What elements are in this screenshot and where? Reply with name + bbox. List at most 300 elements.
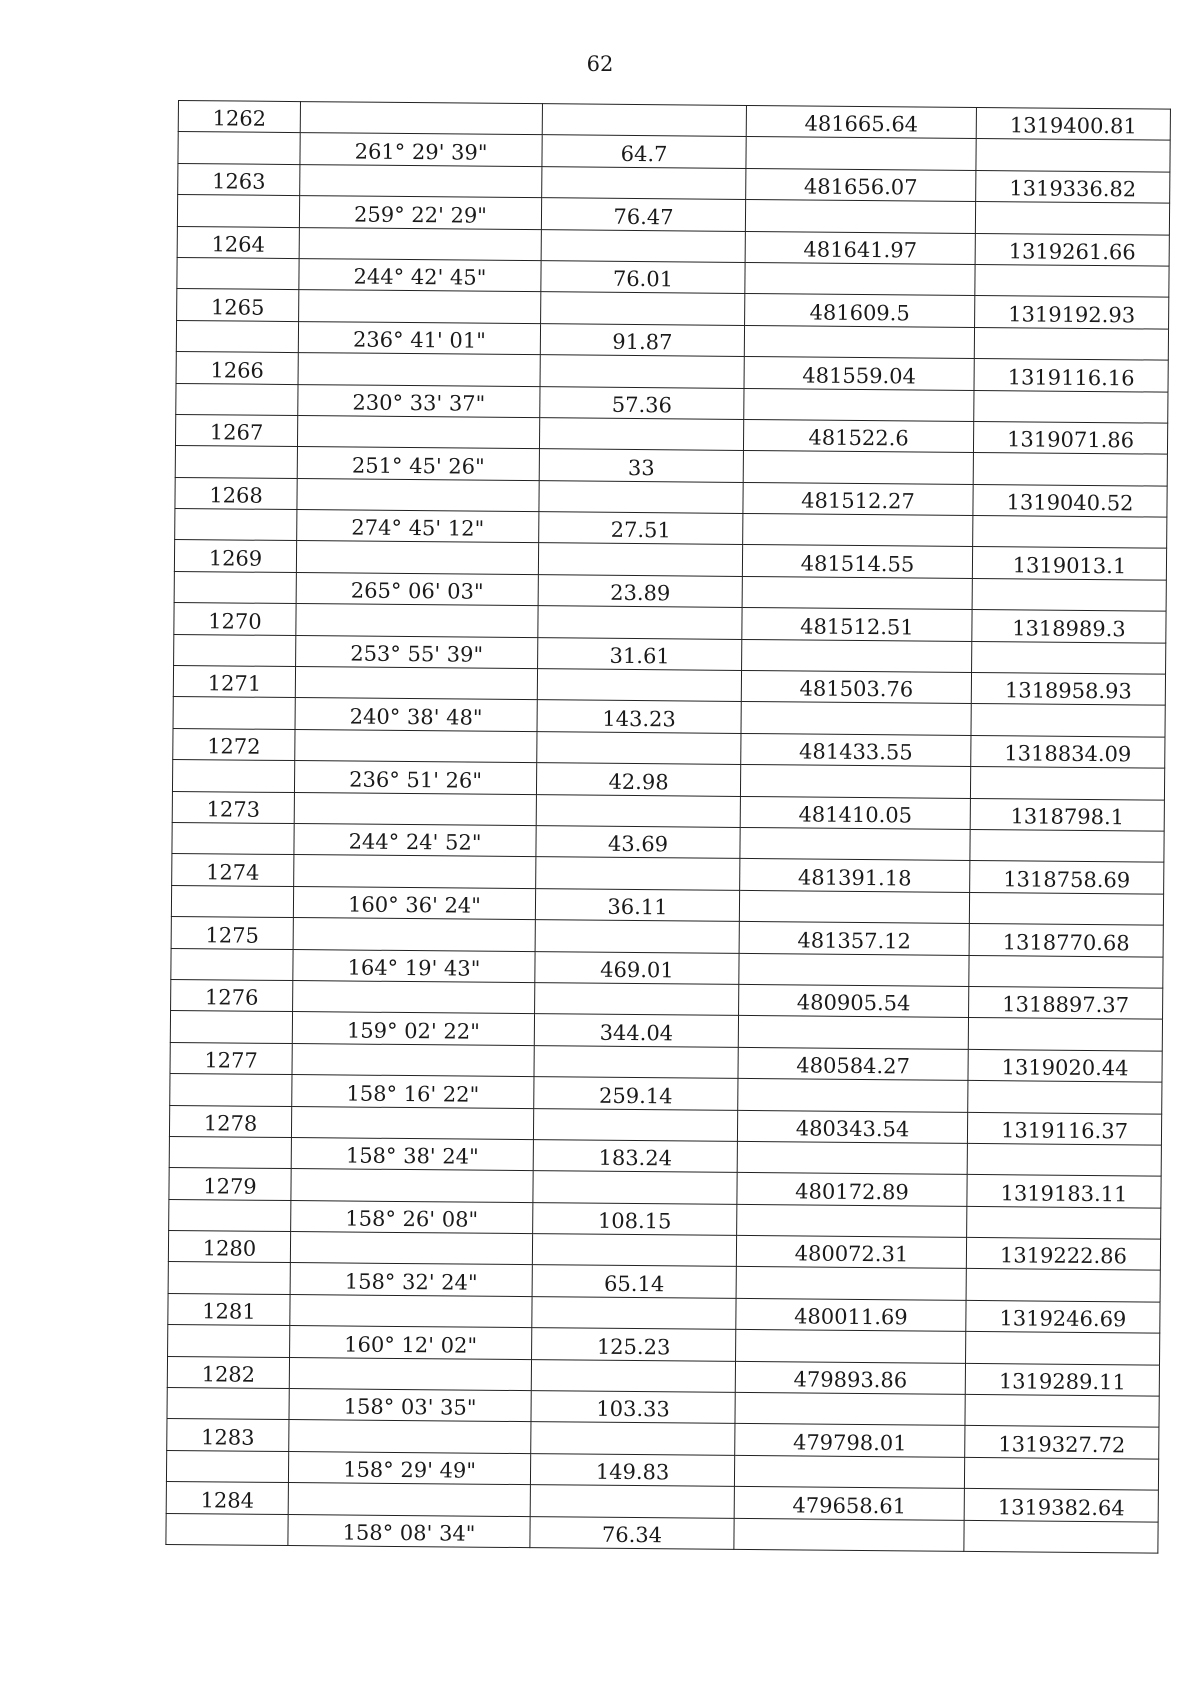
distance-cell bbox=[540, 386, 744, 419]
distance-cell bbox=[541, 198, 745, 231]
easting-cell bbox=[736, 1298, 966, 1331]
northing-cell-text: 1319183.11 bbox=[1000, 1180, 1128, 1206]
bearing-cell bbox=[296, 572, 538, 606]
northing-cell-text: 1319261.66 bbox=[1008, 239, 1136, 265]
bearing-cell-empty bbox=[291, 1106, 533, 1140]
point-number-cell-text: 1264 bbox=[211, 232, 266, 257]
easting-cell-text: 481391.18 bbox=[797, 865, 912, 891]
easting-cell-text: 481514.55 bbox=[800, 551, 915, 577]
point-cell-empty bbox=[174, 634, 296, 666]
northing-cell-empty bbox=[974, 327, 1168, 360]
northing-cell-text: 1319289.11 bbox=[998, 1369, 1126, 1395]
northing-cell-text: 1319336.82 bbox=[1009, 176, 1137, 202]
distance-cell-text: 125.23 bbox=[596, 1334, 671, 1359]
point-cell-empty bbox=[167, 1387, 289, 1419]
bearing-cell-empty bbox=[289, 1420, 531, 1454]
northing-cell-empty bbox=[964, 1520, 1158, 1553]
easting-cell-text: 479893.86 bbox=[793, 1367, 908, 1393]
easting-cell bbox=[735, 1361, 965, 1394]
easting-cell-empty bbox=[738, 1016, 968, 1049]
point-number-cell-text: 1273 bbox=[206, 797, 261, 822]
easting-cell bbox=[745, 294, 975, 327]
distance-cell-empty bbox=[538, 606, 742, 639]
distance-cell bbox=[539, 449, 743, 482]
bearing-cell-empty bbox=[299, 227, 541, 261]
bearing-cell bbox=[297, 447, 539, 481]
easting-cell-empty bbox=[742, 576, 972, 609]
northing-cell-text: 1318758.69 bbox=[1003, 866, 1131, 893]
easting-cell-empty bbox=[738, 1079, 968, 1112]
easting-cell bbox=[739, 984, 969, 1017]
point-number-cell-text: 1280 bbox=[202, 1236, 257, 1262]
bearing-cell bbox=[297, 510, 539, 544]
easting-cell-text: 481522.6 bbox=[808, 425, 909, 451]
distance-cell-text: 76.01 bbox=[612, 267, 674, 292]
distance-cell bbox=[541, 261, 745, 294]
point-cell-empty bbox=[174, 571, 296, 603]
northing-cell bbox=[964, 1489, 1158, 1522]
northing-cell-empty bbox=[975, 202, 1169, 235]
northing-cell bbox=[966, 1237, 1160, 1270]
bearing-cell bbox=[291, 1200, 533, 1234]
point-cell-empty bbox=[166, 1513, 288, 1545]
distance-cell-text: 64.7 bbox=[620, 141, 668, 167]
point-number-cell-text: 1272 bbox=[207, 734, 261, 759]
northing-cell-text: 1319382.64 bbox=[997, 1494, 1125, 1520]
distance-cell bbox=[532, 1328, 736, 1361]
distance-cell-text: 36.11 bbox=[607, 894, 668, 920]
distance-cell-empty bbox=[533, 1108, 737, 1141]
easting-cell bbox=[742, 608, 972, 641]
point-number-cell-text: 1269 bbox=[208, 546, 263, 571]
distance-cell-text: 57.36 bbox=[611, 392, 673, 418]
point-number-cell-text: 1265 bbox=[210, 295, 265, 320]
distance-cell-empty bbox=[541, 292, 745, 325]
easting-cell bbox=[739, 922, 969, 955]
point-number-cell bbox=[178, 101, 300, 133]
easting-cell bbox=[746, 168, 976, 201]
northing-cell-empty bbox=[974, 390, 1168, 423]
distance-cell bbox=[535, 951, 739, 984]
point-cell-empty bbox=[173, 697, 295, 729]
point-number-cell-text: 1268 bbox=[209, 483, 263, 508]
bearing-cell-text: 158° 32' 24" bbox=[344, 1269, 478, 1295]
bearing-cell-empty bbox=[294, 792, 536, 826]
easting-cell-text: 479798.01 bbox=[792, 1430, 907, 1456]
bearing-cell-empty bbox=[299, 290, 541, 324]
easting-cell-empty bbox=[739, 953, 969, 986]
coordinate-table-body bbox=[166, 101, 1171, 1554]
bearing-cell-empty bbox=[296, 604, 538, 638]
point-number-cell bbox=[176, 352, 298, 384]
distance-cell-empty bbox=[531, 1422, 735, 1455]
bearing-cell-empty bbox=[296, 541, 538, 575]
bearing-cell-empty bbox=[298, 353, 540, 387]
bearing-cell bbox=[299, 196, 541, 230]
bearing-cell bbox=[294, 761, 536, 795]
bearing-cell bbox=[298, 384, 540, 418]
northing-cell-text: 1319116.16 bbox=[1007, 364, 1135, 390]
northing-cell bbox=[975, 296, 1169, 329]
distance-cell-text: 42.98 bbox=[608, 769, 669, 794]
bearing-cell-empty bbox=[293, 980, 535, 1014]
northing-cell-empty bbox=[975, 264, 1169, 297]
easting-cell-empty bbox=[737, 1141, 967, 1174]
easting-cell-text: 481512.51 bbox=[800, 614, 914, 640]
easting-cell-empty bbox=[736, 1267, 966, 1300]
easting-cell-empty bbox=[734, 1455, 964, 1488]
bearing-cell-text: 236° 51' 26" bbox=[349, 767, 483, 793]
northing-cell bbox=[974, 359, 1168, 392]
point-number-cell-text: 1278 bbox=[203, 1111, 258, 1136]
bearing-cell-text: 158° 29' 49" bbox=[343, 1457, 477, 1483]
northing-cell bbox=[965, 1426, 1159, 1459]
northing-cell-text: 1318770.68 bbox=[1002, 929, 1130, 955]
bearing-cell-text: 240° 38' 48" bbox=[349, 704, 483, 730]
bearing-cell bbox=[290, 1326, 532, 1360]
northing-cell-text: 1319040.52 bbox=[1006, 490, 1134, 516]
easting-cell bbox=[745, 231, 975, 264]
northing-cell bbox=[972, 610, 1166, 643]
bearing-cell-empty bbox=[295, 667, 537, 701]
distance-cell-empty bbox=[532, 1296, 736, 1329]
distance-cell-text: 65.14 bbox=[604, 1271, 665, 1297]
distance-cell bbox=[536, 763, 740, 796]
easting-cell bbox=[735, 1424, 965, 1457]
distance-cell-empty bbox=[537, 669, 741, 702]
bearing-cell-empty bbox=[292, 1043, 534, 1077]
northing-cell-empty bbox=[966, 1269, 1160, 1302]
distance-cell bbox=[538, 575, 742, 608]
easting-cell-empty bbox=[737, 1204, 967, 1237]
point-number-cell-text: 1276 bbox=[204, 985, 259, 1011]
distance-cell bbox=[537, 700, 741, 733]
point-number-cell-text: 1271 bbox=[207, 671, 262, 697]
distance-cell-empty bbox=[541, 229, 745, 262]
northing-cell-text: 1319400.81 bbox=[1009, 113, 1137, 139]
bearing-cell bbox=[292, 1075, 534, 1109]
northing-cell-empty bbox=[973, 453, 1167, 486]
northing-cell-empty bbox=[972, 641, 1166, 674]
northing-cell bbox=[968, 1049, 1162, 1082]
bearing-cell-empty bbox=[290, 1294, 532, 1328]
easting-cell bbox=[741, 733, 971, 766]
northing-cell bbox=[969, 986, 1163, 1019]
bearing-cell-empty bbox=[288, 1483, 530, 1517]
bearing-cell-text: 158° 16' 22" bbox=[346, 1081, 480, 1107]
distance-cell-empty bbox=[539, 480, 743, 513]
bearing-cell bbox=[295, 698, 537, 732]
easting-cell-empty bbox=[735, 1392, 965, 1425]
point-number-cell-text: 1267 bbox=[209, 420, 264, 446]
point-cell-empty bbox=[177, 257, 299, 289]
distance-cell-empty bbox=[533, 1171, 737, 1204]
easting-cell-empty bbox=[743, 514, 973, 547]
distance-cell-text: 103.33 bbox=[596, 1397, 670, 1422]
distance-cell-text: 43.69 bbox=[607, 832, 669, 857]
northing-cell-empty bbox=[972, 578, 1166, 611]
distance-cell bbox=[535, 888, 739, 921]
distance-cell-empty bbox=[536, 857, 740, 890]
easting-cell-text: 481641.97 bbox=[803, 237, 918, 263]
point-number-cell-text: 1262 bbox=[212, 106, 267, 132]
northing-cell-text: 1318798.1 bbox=[1010, 804, 1125, 830]
bearing-cell-empty bbox=[297, 478, 539, 512]
distance-cell-empty bbox=[534, 1045, 738, 1078]
northing-cell-text: 1319192.93 bbox=[1008, 301, 1136, 328]
distance-cell bbox=[538, 637, 742, 670]
northing-cell-empty bbox=[970, 767, 1164, 800]
distance-cell-text: 183.24 bbox=[598, 1145, 673, 1171]
distance-cell-text: 149.83 bbox=[595, 1459, 670, 1485]
easting-cell-empty bbox=[740, 827, 970, 860]
easting-cell bbox=[744, 357, 974, 390]
point-cell-empty bbox=[176, 320, 298, 352]
bearing-cell bbox=[294, 824, 536, 858]
point-cell-empty bbox=[171, 948, 293, 980]
distance-cell-empty bbox=[542, 104, 746, 137]
distance-cell-empty bbox=[539, 418, 743, 451]
easting-cell-empty bbox=[741, 702, 971, 735]
northing-cell-text: 1319116.37 bbox=[1000, 1118, 1129, 1144]
bearing-cell-text: 160° 12' 02" bbox=[344, 1332, 478, 1358]
distance-cell-text: 108.15 bbox=[597, 1208, 672, 1234]
northing-cell-text: 1319246.69 bbox=[999, 1306, 1127, 1332]
easting-cell bbox=[738, 1047, 968, 1080]
bearing-cell bbox=[290, 1263, 532, 1297]
point-cell-empty bbox=[169, 1136, 291, 1168]
bearing-cell-text: 158° 26' 08" bbox=[345, 1206, 479, 1232]
point-number-cell bbox=[174, 603, 296, 635]
distance-cell-text: 344.04 bbox=[599, 1020, 674, 1046]
point-number-cell-text: 1270 bbox=[208, 608, 262, 634]
easting-cell bbox=[743, 482, 973, 515]
bearing-cell-empty bbox=[295, 729, 537, 763]
bearing-cell bbox=[293, 886, 535, 920]
northing-cell-empty bbox=[969, 955, 1163, 988]
northing-cell-text: 1319013.1 bbox=[1012, 553, 1127, 579]
bearing-cell-text: 244° 24' 52" bbox=[348, 829, 482, 856]
easting-cell bbox=[742, 545, 972, 578]
northing-cell-empty bbox=[967, 1143, 1161, 1176]
bearing-cell bbox=[289, 1389, 531, 1423]
point-number-cell-text: 1282 bbox=[201, 1362, 256, 1387]
northing-cell-text: 1319020.44 bbox=[1001, 1055, 1129, 1081]
northing-cell bbox=[969, 924, 1163, 957]
easting-cell-text: 481559.04 bbox=[802, 362, 917, 388]
distance-cell bbox=[542, 135, 746, 168]
bearing-cell bbox=[296, 635, 538, 669]
distance-cell-text: 91.87 bbox=[612, 329, 673, 355]
distance-cell-empty bbox=[532, 1234, 736, 1267]
northing-cell-text: 1318897.37 bbox=[1002, 992, 1130, 1018]
northing-cell bbox=[976, 170, 1170, 203]
coordinate-table-wrapper bbox=[165, 100, 1170, 1569]
point-number-cell bbox=[173, 728, 295, 760]
distance-cell-text: 31.61 bbox=[609, 643, 670, 669]
bearing-cell bbox=[288, 1514, 530, 1548]
bearing-cell bbox=[298, 321, 540, 355]
point-cell-empty bbox=[177, 195, 299, 227]
northing-cell-empty bbox=[969, 892, 1163, 925]
point-cell-empty bbox=[176, 383, 298, 415]
distance-cell bbox=[540, 323, 744, 356]
distance-cell bbox=[532, 1265, 736, 1298]
point-number-cell bbox=[174, 540, 296, 572]
point-number-cell bbox=[177, 226, 299, 258]
distance-cell bbox=[533, 1140, 737, 1173]
easting-cell-text: 480072.31 bbox=[794, 1241, 909, 1267]
easting-cell bbox=[740, 796, 970, 829]
point-number-cell bbox=[178, 163, 300, 195]
northing-cell bbox=[967, 1112, 1161, 1145]
northing-cell-empty bbox=[964, 1457, 1158, 1490]
easting-cell bbox=[746, 105, 976, 138]
northing-cell-empty bbox=[976, 139, 1170, 172]
bearing-cell-empty bbox=[297, 415, 539, 449]
point-number-cell bbox=[173, 666, 295, 698]
northing-cell-text: 1318989.3 bbox=[1012, 615, 1126, 641]
easting-cell-empty bbox=[744, 325, 974, 358]
easting-cell-text: 481410.05 bbox=[798, 802, 913, 828]
point-cell-empty bbox=[172, 822, 294, 854]
easting-cell bbox=[737, 1110, 967, 1143]
distance-cell-text: 76.34 bbox=[601, 1522, 663, 1548]
easting-cell-text: 480011.69 bbox=[794, 1304, 908, 1330]
northing-cell bbox=[965, 1363, 1159, 1396]
distance-cell-text: 27.51 bbox=[610, 518, 671, 543]
bearing-cell-text: 164° 19' 43" bbox=[347, 955, 481, 981]
distance-cell bbox=[536, 826, 740, 859]
easting-cell-empty bbox=[742, 639, 972, 672]
bearing-cell bbox=[292, 1012, 534, 1046]
point-number-cell bbox=[171, 917, 293, 949]
northing-cell bbox=[970, 861, 1164, 894]
coordinate-table bbox=[165, 100, 1171, 1554]
point-number-cell bbox=[168, 1231, 290, 1263]
bearing-cell-text: 259° 22' 29" bbox=[354, 202, 488, 228]
northing-cell-text: 1319071.86 bbox=[1006, 427, 1135, 453]
easting-cell-empty bbox=[743, 451, 973, 484]
bearing-cell-text: 158° 03' 35" bbox=[343, 1394, 477, 1421]
distance-cell bbox=[530, 1516, 734, 1549]
distance-cell bbox=[530, 1453, 734, 1486]
point-number-cell bbox=[167, 1356, 289, 1388]
point-number-cell-text: 1277 bbox=[204, 1048, 258, 1073]
bearing-cell-text: 236° 41' 01" bbox=[352, 327, 486, 353]
distance-cell-empty bbox=[530, 1485, 734, 1518]
northing-cell-text: 1318834.09 bbox=[1004, 741, 1132, 767]
point-cell-empty bbox=[170, 1074, 292, 1106]
easting-cell-empty bbox=[745, 262, 975, 295]
easting-cell-text: 481512.27 bbox=[801, 488, 915, 514]
point-number-cell bbox=[169, 1105, 291, 1137]
northing-cell-empty bbox=[968, 1018, 1162, 1051]
northing-cell bbox=[967, 1175, 1161, 1208]
northing-cell-empty bbox=[970, 829, 1164, 862]
bearing-cell-text: 160° 36' 24" bbox=[347, 892, 481, 918]
distance-cell bbox=[531, 1391, 735, 1424]
point-number-cell bbox=[172, 854, 294, 886]
point-number-cell bbox=[167, 1419, 289, 1451]
point-cell-empty bbox=[178, 132, 300, 164]
point-number-cell-text: 1266 bbox=[210, 357, 264, 383]
point-number-cell bbox=[177, 289, 299, 321]
easting-cell bbox=[734, 1487, 964, 1520]
point-number-cell-text: 1284 bbox=[200, 1487, 255, 1513]
point-cell-empty bbox=[170, 1011, 292, 1043]
northing-cell bbox=[966, 1300, 1160, 1333]
northing-cell bbox=[973, 421, 1167, 454]
distance-cell bbox=[534, 1077, 738, 1110]
distance-cell bbox=[533, 1202, 737, 1235]
northing-cell bbox=[971, 672, 1165, 705]
point-number-cell bbox=[171, 979, 293, 1011]
point-number-cell bbox=[172, 791, 294, 823]
northing-cell bbox=[970, 798, 1164, 831]
easting-cell-text: 481503.76 bbox=[799, 676, 914, 702]
bearing-cell-text: 253° 55' 39" bbox=[350, 641, 484, 667]
point-cell-empty bbox=[168, 1325, 290, 1357]
bearing-cell-text: 159° 02' 22" bbox=[346, 1018, 480, 1044]
bearing-cell-empty bbox=[289, 1357, 531, 1391]
northing-cell-empty bbox=[966, 1332, 1160, 1365]
point-number-cell-text: 1281 bbox=[202, 1299, 256, 1324]
distance-cell-empty bbox=[531, 1359, 735, 1392]
bearing-cell-empty bbox=[300, 164, 542, 198]
distance-cell-text: 76.47 bbox=[613, 204, 674, 229]
distance-cell-empty bbox=[535, 920, 739, 953]
easting-cell-text: 480584.27 bbox=[796, 1053, 910, 1079]
easting-cell-text: 480343.54 bbox=[795, 1116, 910, 1142]
point-number-cell-text: 1263 bbox=[211, 169, 266, 194]
easting-cell bbox=[741, 670, 971, 703]
easting-cell bbox=[743, 419, 973, 452]
point-number-cell-text: 1275 bbox=[205, 922, 260, 948]
point-number-cell-text: 1274 bbox=[205, 860, 260, 885]
distance-cell bbox=[539, 512, 743, 545]
northing-cell bbox=[972, 547, 1166, 580]
easting-cell bbox=[736, 1235, 966, 1268]
easting-cell-text: 481665.64 bbox=[804, 111, 919, 137]
point-cell-empty bbox=[175, 446, 297, 478]
bearing-cell bbox=[288, 1451, 530, 1485]
bearing-cell-text: 274° 45' 12" bbox=[351, 515, 485, 542]
bearing-cell bbox=[300, 133, 542, 167]
easting-cell-text: 479658.61 bbox=[792, 1492, 907, 1518]
distance-cell-text: 23.89 bbox=[610, 581, 671, 606]
northing-cell bbox=[973, 484, 1167, 517]
point-number-cell bbox=[168, 1293, 290, 1325]
bearing-cell-text: 244° 42' 45" bbox=[353, 264, 487, 291]
distance-cell bbox=[534, 1014, 738, 1047]
distance-cell-empty bbox=[542, 166, 746, 199]
easting-cell-text: 480172.89 bbox=[795, 1179, 909, 1205]
point-number-cell bbox=[169, 1168, 291, 1200]
northing-cell-empty bbox=[967, 1206, 1161, 1239]
point-cell-empty bbox=[172, 760, 294, 792]
easting-cell-empty bbox=[745, 200, 975, 233]
easting-cell-empty bbox=[736, 1330, 966, 1363]
easting-cell-text: 481357.12 bbox=[797, 927, 912, 953]
distance-cell-empty bbox=[536, 794, 740, 827]
easting-cell-text: 480905.54 bbox=[796, 990, 911, 1016]
northing-cell-text: 1319222.86 bbox=[999, 1243, 1128, 1269]
point-cell-empty bbox=[171, 885, 293, 917]
northing-cell bbox=[971, 735, 1165, 768]
point-number-cell-text: 1283 bbox=[200, 1425, 255, 1450]
distance-cell-empty bbox=[535, 983, 739, 1016]
